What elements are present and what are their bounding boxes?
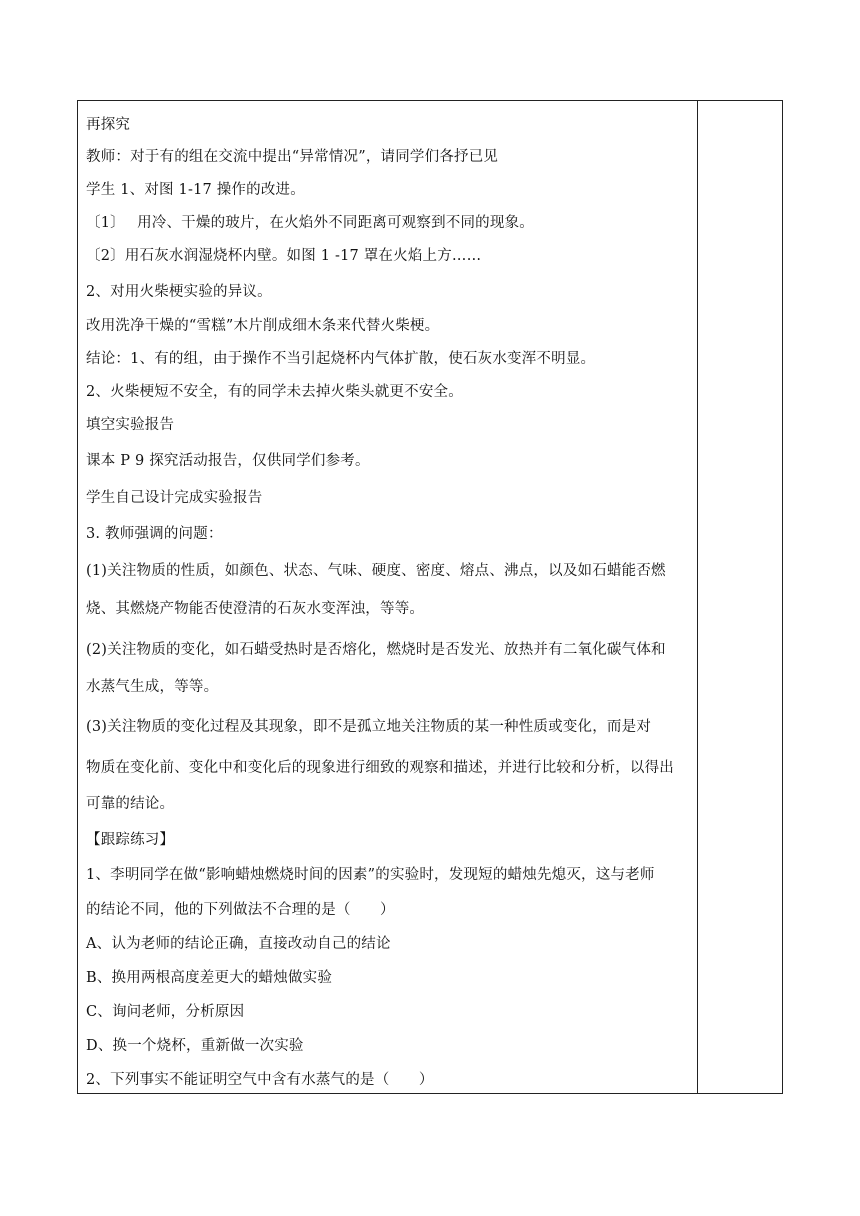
text-line: (3)关注物质的变化过程及其现象，即不是孤立地关注物质的某一种性质或变化，而是对: [86, 719, 652, 735]
text-line: 再探究: [86, 117, 131, 133]
text-line: 学生自己设计完成实验报告: [86, 490, 263, 506]
text-line: 学生 1、对图 1-17 操作的改进。: [86, 182, 305, 198]
text-line: 填空实验报告: [86, 417, 175, 433]
question-text: 的结论不同，他的下列做法不合理的是（ ）: [86, 902, 395, 918]
question-text: 2、下列事实不能证明空气中含有水蒸气的是（ ）: [86, 1072, 434, 1088]
answer-option: B、换用两根高度差更大的蜡烛做实验: [86, 970, 333, 986]
text-line: (1)关注物质的性质，如颜色、状态、气味、硬度、密度、熔点、沸点，以及如石蜡能否燃: [86, 563, 666, 579]
text-line: 改用洗净干燥的“雪糕”木片削成细木条来代替火柴梗。: [86, 318, 440, 334]
text-line: 3. 教师强调的问题：: [86, 526, 223, 542]
answer-option: C、询问老师，分析原因: [86, 1004, 245, 1020]
text-line: 2、对用火柴梗实验的异议。: [86, 284, 272, 300]
text-line: 课本 P 9 探究活动报告，仅供同学们参考。: [86, 453, 370, 469]
document-table: [77, 100, 783, 1094]
text-line: 可靠的结论。: [86, 796, 175, 812]
answer-option: D、换一个烧杯，重新做一次实验: [86, 1038, 304, 1054]
text-line: 〔1〕 用冷、干燥的玻片，在火焰外不同距离可观察到不同的现象。: [86, 215, 534, 231]
text-line: 烧、其燃烧产物能否使澄清的石灰水变浑浊，等等。: [86, 601, 425, 617]
question-text: 1、李明同学在做“影响蜡烛燃烧时间的因素”的实验时，发现短的蜡烛先熄灭，这与老师: [86, 867, 655, 883]
section-heading: 【跟踪练习】: [86, 832, 175, 848]
text-line: 〔2〕用石灰水润湿烧杯内壁。如图 1 -17 罩在火焰上方……: [86, 248, 482, 264]
text-line: 水蒸气生成，等等。: [86, 679, 219, 695]
content-cell: [78, 101, 698, 1093]
text-line: 结论：1、有的组，由于操作不当引起烧杯内气体扩散，使石灰水变浑不明显。: [86, 351, 596, 367]
answer-option: A、认为老师的结论正确，直接改动自己的结论: [86, 936, 391, 952]
text-line: 教师：对于有的组在交流中提出“异常情况”，请同学们各抒已见: [86, 149, 499, 165]
text-line: 物质在变化前、变化中和变化后的现象进行细致的观察和描述，并进行比较和分析，以得出: [86, 760, 674, 776]
text-line: (2)关注物质的变化，如石蜡受热时是否熔化，燃烧时是否发光、放热并有二氧化碳气体和: [86, 642, 666, 658]
text-line: 2、火柴梗短不安全，有的同学未去掉火柴头就更不安全。: [86, 384, 463, 400]
side-cell: [698, 101, 782, 1093]
